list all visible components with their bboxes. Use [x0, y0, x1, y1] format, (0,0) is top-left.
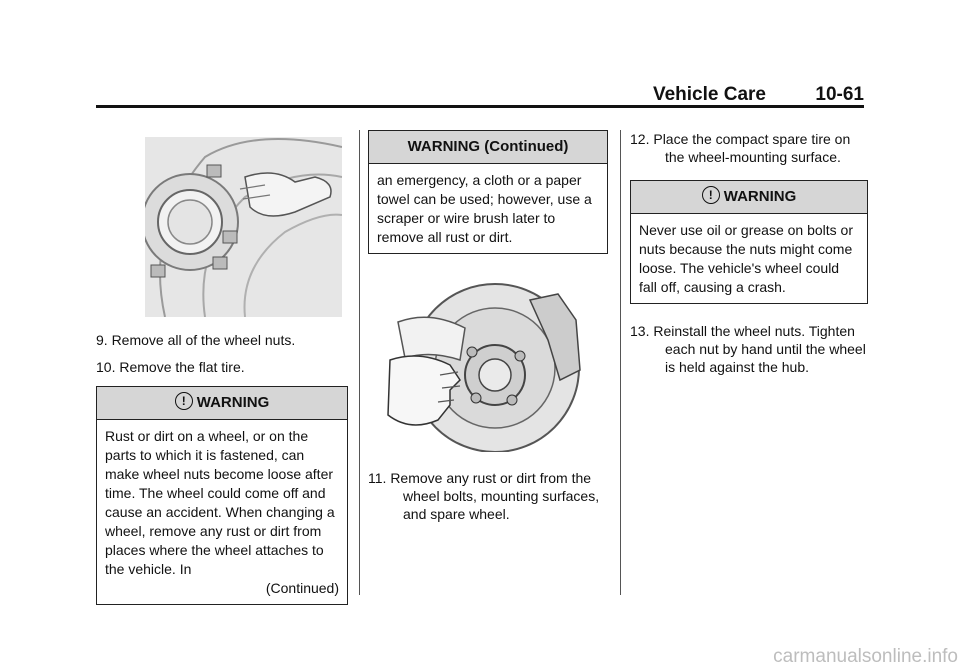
watermark: carmanualsonline.info [773, 646, 958, 667]
warning-header: ! WARNING [631, 181, 867, 214]
step-10: 10. Remove the flat tire. [96, 359, 245, 375]
step-9: 9. Remove all of the wheel nuts. [96, 332, 296, 348]
step-11: 11. Remove any rust or dirt from the wheel bolts, mounting surfaces, and spare wheel. [368, 470, 600, 522]
warning-header: ! WARNING [97, 387, 347, 420]
warning-box-oil [630, 180, 868, 304]
warning-body: Rust or dirt on a wheel, or on the parts to which it is fastened, can make wheel nuts become loose after time. The wheel could come off and cause an accident. When changing a wheel, remove any rust or dirt from places where the wheel attaches to the vehicle. In (Continued) [105, 428, 339, 596]
page-header [96, 84, 864, 106]
column-right [630, 130, 868, 384]
step-11-block [368, 469, 608, 531]
warning-header: WARNING (Continued) [369, 131, 607, 164]
column-middle [368, 130, 608, 254]
warning-body: Never use oil or grease on bolts or nuts because the nuts might come loose. The vehicle's wheel could fall off, causing a crash. [639, 222, 853, 295]
step-12: 12. Place the compact spare tire on the wheel-mounting surface. [630, 131, 851, 165]
wheel-nut-removal-illustration [145, 137, 342, 317]
warning-icon: ! [702, 186, 720, 204]
page-number: 10-61 [815, 84, 864, 105]
step-13: 13. Reinstall the wheel nuts. Tighten each nut by hand until the wheel is held against the hub. [630, 323, 866, 375]
column-divider [620, 130, 621, 595]
hub-cleaning-illustration [380, 280, 598, 452]
column-left [96, 331, 348, 605]
warning-box-continued [368, 130, 608, 254]
column-divider [359, 130, 360, 595]
warning-box-rust [96, 386, 348, 605]
section-title: Vehicle Care [652, 84, 766, 105]
header-rule [96, 105, 864, 108]
warning-icon: ! [175, 392, 193, 410]
warning-body: an emergency, a cloth or a paper towel can be used; however, use a scraper or wire brush later to remove all rust or dirt. [377, 172, 592, 245]
continued-label: (Continued) [265, 580, 339, 596]
